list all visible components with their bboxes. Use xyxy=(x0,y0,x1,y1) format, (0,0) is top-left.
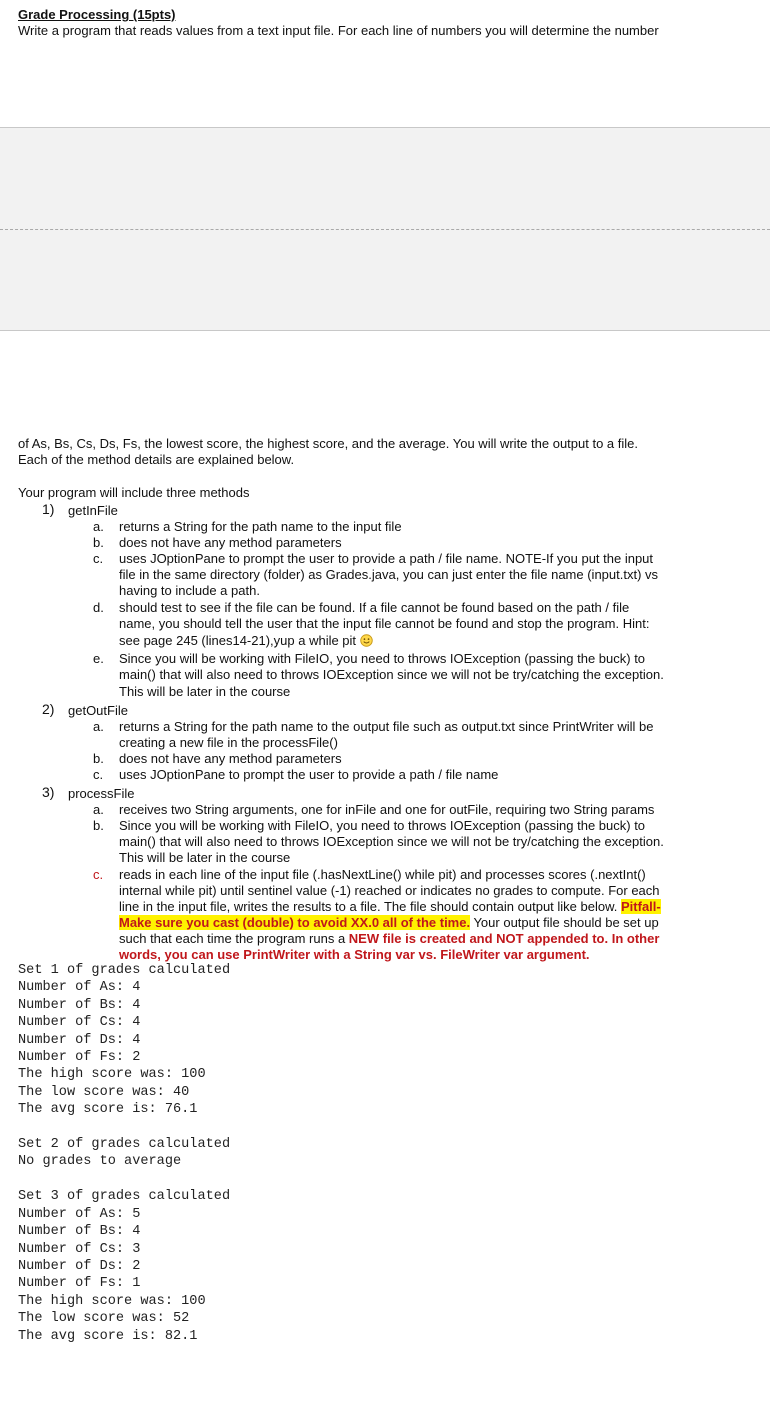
output-line: Number of Ds: 4 xyxy=(18,1032,141,1048)
item-line: This will be later in the course xyxy=(119,850,291,865)
output-line: Set 1 of grades calculated xyxy=(18,963,231,978)
output-line: The avg score is: 76.1 xyxy=(18,1102,198,1118)
item-line: reads in each line of the input file (.hasNextLine() while pit) and processes scores (.nextInt() xyxy=(119,867,646,882)
item-line-with-icon xyxy=(119,633,719,649)
output-line: The avg score is: 82.1 xyxy=(18,1328,198,1344)
method-name: getInFile xyxy=(68,503,118,518)
printwriter-emphasis: words, you can use PrintWriter with a String var vs. FileWriter var argument. xyxy=(119,947,590,962)
item-line: internal while pit) until sentinel value (-1) reached or indicates no grades to compute. For each xyxy=(119,883,660,898)
item-letter: a. xyxy=(93,719,104,734)
item-line: Since you will be working with FileIO, you need to throws IOException (passing the buck) to xyxy=(119,818,646,833)
item-line: uses JOptionPane to prompt the user to provide a path / file name. NOTE-If you put the input xyxy=(119,551,654,566)
item-letter: c. xyxy=(93,551,104,566)
method-number: 3) xyxy=(42,784,55,800)
item-line-text: Your output file should be set up xyxy=(470,915,659,930)
item-line: having to include a path. xyxy=(119,583,260,598)
item-line: This will be later in the course xyxy=(119,684,291,699)
cast-highlight: Make sure you cast (double) to avoid XX.0 all of the time. xyxy=(119,915,471,930)
output-line: Number of Bs: 4 xyxy=(18,997,141,1013)
item-line: receives two String arguments, one for inFile and one for outFile, requiring two String params xyxy=(119,802,655,817)
item-line: main() that will also need to throws IOException since we will not be try/catching the exception. xyxy=(119,667,664,682)
item-letter: b. xyxy=(93,535,104,550)
item-letter: c. xyxy=(93,867,104,882)
output-line xyxy=(18,1119,230,1136)
item-line: main() that will also need to throws IOException since we will not be try/catching the exception. xyxy=(119,834,664,849)
item-letter: d. xyxy=(93,600,104,615)
output-line: Number of Cs: 3 xyxy=(18,1241,141,1257)
item-line-pitfall xyxy=(119,899,719,915)
item-line: returns a String for the path name to the input file xyxy=(119,519,402,534)
output-line xyxy=(18,1171,230,1188)
item-line-new-file xyxy=(119,931,719,947)
page-break-divider xyxy=(0,229,770,230)
output-line: Number of As: 5 xyxy=(18,1206,141,1222)
item-line-cast-note xyxy=(119,915,719,931)
smiley-icon xyxy=(360,634,373,647)
output-line: Number of Bs: 4 xyxy=(18,1224,141,1240)
pitfall-highlight: Pitfall- xyxy=(621,899,661,914)
item-line: uses JOptionPane to prompt the user to provide a path / file name xyxy=(119,767,499,782)
output-line: The low score was: 40 xyxy=(18,1084,190,1100)
output-line: The high score was: 100 xyxy=(18,1067,206,1083)
item-line-text: see page 245 (lines14-21),yup a while pit xyxy=(119,633,357,648)
item-letter: e. xyxy=(93,651,104,666)
item-line-text: line in the input file, writes the results to a file. The file should contain output like below. xyxy=(119,899,621,914)
output-line: Number of As: 4 xyxy=(18,980,141,996)
page-title: Grade Processing (15pts) xyxy=(18,7,176,22)
sample-output-block xyxy=(18,962,230,1345)
method-number: 2) xyxy=(42,701,55,717)
intro-line-3: Each of the method details are explained below. xyxy=(18,452,295,467)
item-line: should test to see if the file can be found. If a file cannot be found based on the path / file xyxy=(119,600,630,615)
program-intro: Your program will include three methods xyxy=(18,485,250,500)
method-name: getOutFile xyxy=(68,703,128,718)
item-line-text: such that each time the program runs a xyxy=(119,931,349,946)
method-name: processFile xyxy=(68,786,135,801)
item-line: returns a String for the path name to the output file such as output.txt since PrintWriter will be xyxy=(119,719,654,734)
output-line: The low score was: 52 xyxy=(18,1311,190,1327)
output-line: The high score was: 100 xyxy=(18,1293,206,1309)
item-letter: a. xyxy=(93,802,104,817)
output-line: Number of Ds: 2 xyxy=(18,1258,141,1274)
output-line: Set 3 of grades calculated xyxy=(18,1189,231,1205)
method-number: 1) xyxy=(42,501,55,517)
output-line: Number of Cs: 4 xyxy=(18,1015,141,1031)
intro-line-2: of As, Bs, Cs, Ds, Fs, the lowest score, the highest score, and the average. You will write the output to a file. xyxy=(18,436,638,451)
item-line: does not have any method parameters xyxy=(119,535,342,550)
item-line: Since you will be working with FileIO, you need to throws IOException (passing the buck) to xyxy=(119,651,646,666)
item-line: creating a new file in the processFile() xyxy=(119,735,338,750)
output-line: No grades to average xyxy=(18,1154,182,1170)
item-line: does not have any method parameters xyxy=(119,751,342,766)
item-letter: b. xyxy=(93,751,104,766)
item-line: name, you should tell the user that the input file cannot be found and stop the program. Hint: xyxy=(119,616,650,631)
output-line: Number of Fs: 2 xyxy=(18,1050,141,1066)
output-line: Number of Fs: 1 xyxy=(18,1276,141,1292)
intro-line-1: Write a program that reads values from a text input file. For each line of numbers you will determine the number xyxy=(18,23,659,38)
output-line: Set 2 of grades calculated xyxy=(18,1137,231,1153)
new-file-emphasis: NEW file is created and NOT appended to. In other xyxy=(348,931,660,946)
item-line: file in the same directory (folder) as Grades.java, you can just enter the file name (input.txt) vs xyxy=(119,567,659,582)
item-letter: a. xyxy=(93,519,104,534)
item-letter: b. xyxy=(93,818,104,833)
item-letter: c. xyxy=(93,767,104,782)
